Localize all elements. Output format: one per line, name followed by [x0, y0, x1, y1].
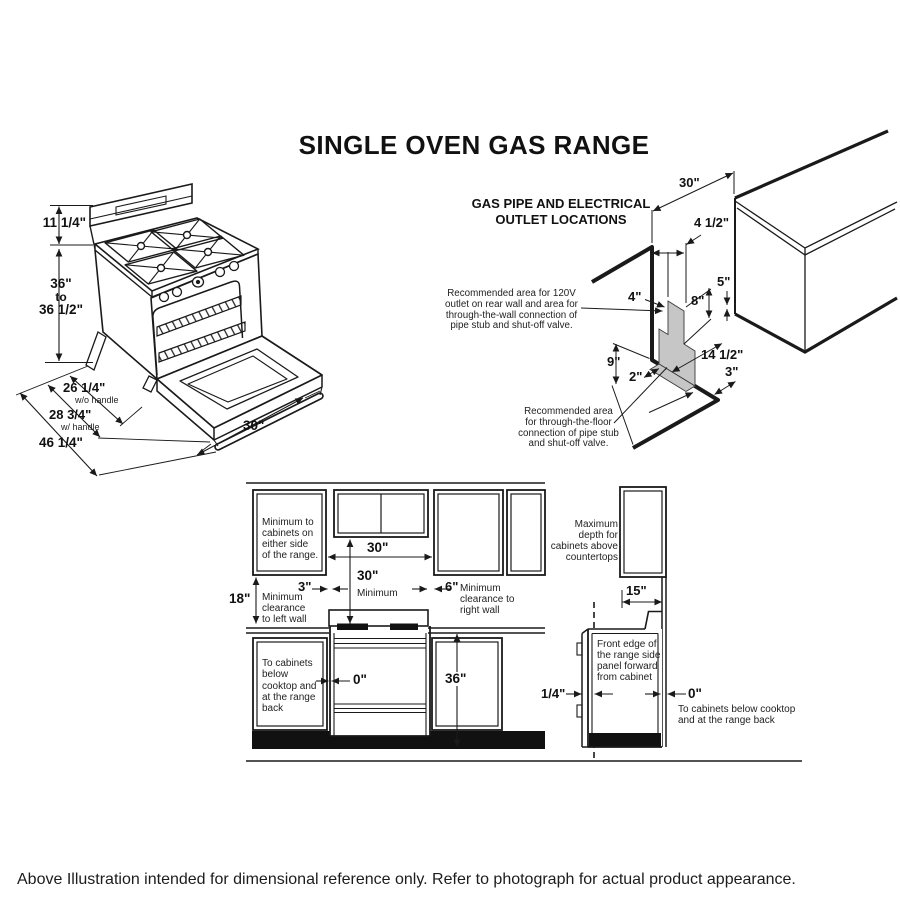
dim-depth-door-open: 46 1/4"	[39, 435, 83, 450]
burner-bar	[337, 624, 368, 631]
note-line: to left wall	[262, 614, 307, 625]
note-line: To cabinets	[262, 658, 313, 669]
note-line: cabinets on	[262, 528, 314, 539]
note-line: either side	[262, 539, 309, 550]
note-line: Maximum	[574, 519, 618, 530]
note-line: clearance	[262, 603, 306, 614]
upper-cabinet-side	[620, 487, 666, 577]
gas-diagram-title	[455, 196, 667, 227]
note-line: and shut-off valve.	[528, 438, 609, 450]
note-line: Front edge of	[597, 639, 657, 650]
wall-outlet-note	[441, 289, 582, 332]
note-line: Minimum to	[262, 517, 314, 528]
dim-zero-back: 0"	[688, 686, 702, 701]
backsplash	[90, 184, 192, 226]
dim-depth-no-handle-note: w/o handle	[75, 395, 119, 405]
floor-connection-note	[506, 407, 631, 450]
dim-depth-with-handle-note: w/ handle	[61, 422, 100, 432]
note-line: below	[262, 669, 289, 681]
dim-depth-no-handle: 26 1/4"	[63, 380, 106, 395]
base-cabinet-note	[262, 658, 317, 714]
dim-height-min: 36"	[50, 276, 72, 291]
dim-above-cooktop-note: Minimum	[357, 588, 398, 599]
note-line: Minimum	[262, 592, 303, 603]
note-line: back	[262, 703, 284, 715]
note-line: Recommended area for 120V	[447, 288, 576, 299]
note-line: connection of pipe stub	[518, 427, 619, 439]
note-line: countertops	[565, 552, 618, 563]
note-line: from cabinet	[597, 672, 653, 683]
dim-right-gap: 6"	[445, 579, 459, 594]
side-toe-kick	[589, 733, 661, 747]
dim-outlet-height: 8"	[691, 293, 705, 308]
dim-front-offset: 1/4"	[541, 686, 566, 701]
gas-title-line1: GAS PIPE AND ELECTRICAL	[471, 196, 651, 211]
left-wall-note	[262, 592, 306, 625]
dim-door-width: 30"	[243, 418, 265, 433]
dim-offset: 4 1/2"	[694, 215, 730, 230]
zero-clearance-note	[678, 704, 795, 727]
note-line: Recommended area	[524, 406, 613, 417]
wall-line	[662, 577, 666, 747]
dim-left-wall: 18"	[229, 591, 251, 606]
dim-zero-clearance: 0"	[353, 672, 367, 687]
dim-floor-front: 2"	[629, 369, 643, 384]
note-line: cooktop and	[262, 680, 317, 692]
note-line: right wall	[460, 605, 500, 616]
note-line: outlet on rear wall and area for	[445, 298, 578, 310]
page-title: SINGLE OVEN GAS RANGE	[298, 130, 650, 160]
dim-depth-with-handle: 28 3/4"	[49, 407, 92, 422]
range-leg	[86, 332, 106, 370]
dim-wall-width: 30"	[679, 175, 700, 190]
dim-range-height	[22, 277, 100, 316]
range-leg	[143, 376, 157, 392]
max-depth-note	[546, 519, 618, 563]
note-line: through-the-wall connection of	[445, 309, 578, 321]
dim-cabinet-depth: 15"	[626, 583, 647, 598]
note-line: Minimum	[460, 583, 501, 594]
dim-outlet-width: 4"	[628, 289, 642, 304]
note-line: for through-the-floor	[525, 416, 612, 428]
dim-height-to: to	[55, 289, 67, 304]
front-edge-note	[597, 639, 660, 683]
note-line: depth for	[578, 530, 618, 541]
note-line: cabinets above	[550, 541, 618, 552]
dim-right-gap: 5"	[717, 274, 731, 289]
cabinet-clearance-note	[262, 517, 318, 561]
gas-title-line2: OUTLET LOCATIONS	[495, 211, 627, 227]
side-cabinet	[735, 131, 897, 352]
dim-backsplash-height: 11 1/4"	[42, 215, 86, 230]
dim-opening-width: 30"	[367, 540, 389, 555]
note-line: pipe stub and shut-off valve.	[450, 320, 573, 332]
note-line: To cabinets below cooktop	[678, 704, 796, 715]
dim-floor-depth: 9"	[607, 354, 621, 369]
dim-left-gap: 3"	[298, 579, 312, 594]
right-wall-note	[460, 583, 514, 616]
dim-floor-side: 3"	[725, 364, 739, 379]
dim-above-cooktop: 30"	[357, 568, 379, 583]
note-line: of the range.	[262, 550, 319, 561]
note-line: the range side	[597, 650, 661, 661]
note-line: panel forward	[597, 661, 658, 672]
dim-height-max: 36 1/2"	[39, 301, 83, 317]
note-line: and at the range back	[678, 715, 775, 727]
dim-counter-height: 36"	[445, 671, 467, 686]
dim-floor-width: 14 1/2"	[701, 347, 744, 362]
burner-bar	[390, 624, 418, 631]
note-line: at the range	[262, 691, 316, 703]
footer-disclaimer: Above Illustration intended for dimensional reference only. Refer to photograph for actual product appearance.	[17, 871, 796, 888]
note-line: clearance to	[460, 594, 515, 605]
